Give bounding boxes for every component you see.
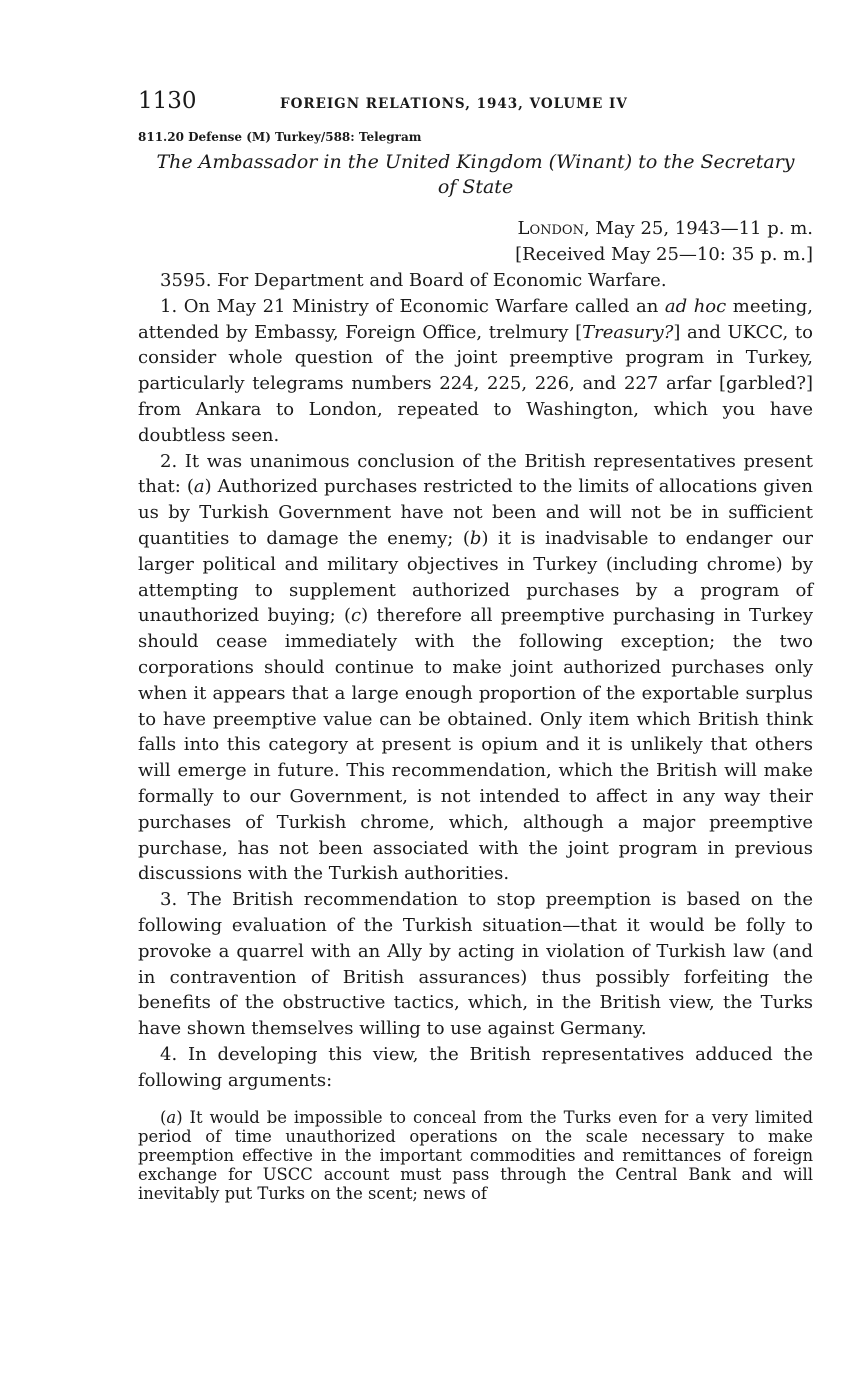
dateline <box>138 216 813 268</box>
paragraph-1 <box>138 294 813 449</box>
paragraph-5-text: ) It would be impossible to conceal from the Turks even for a very limited period of time unauthorized operations on the scale necessary to make preemption effective in the important commodities and remittances of foreign exchange for USCC account must pass through the Central Bank and will inevitably put Turks on the scent; news of <box>138 1107 813 1203</box>
document-page <box>138 88 813 1203</box>
paragraph-1-text-a: 1. On May 21 Ministry of Economic Warfare called an <box>160 295 665 317</box>
title-line-2: of State <box>437 176 514 198</box>
paragraph-2-text-d: ) therefore all preemptive purchasing in Turkey should cease immediately with the following exception; the two corporations should continue to make joint authorized purchases only when it appears that a large enough proportion of the exportable surplus to have preemptive value can be obtained. Only item which British think falls into this category at present is opium and it is unlikely that others will emerge in future. This recommendation, which the British will make formally to our Government, is not intended to affect in any way their purchases of Turkish chrome, which, although a major preemptive purchase, has not been associated with the joint program in previous discussions with the Turkish authorities. <box>138 605 813 885</box>
dateline-received: [Received May 25—10: 35 p. m.] <box>515 244 813 265</box>
paragraph-intro: 3595. For Department and Board of Economic Warfare. <box>160 270 667 291</box>
letter-a: a <box>193 476 205 498</box>
page-number: 1130 <box>138 88 197 114</box>
dateline-place: London <box>517 218 584 239</box>
treasury-italic: Treasury? <box>582 321 674 343</box>
paragraph-1-text-b: meeting, attended by Embassy, Foreign Office, trelmury [ <box>138 295 813 343</box>
document-title <box>138 150 813 200</box>
dateline-sent <box>138 216 813 242</box>
paragraph-2-text-c: ) it is inadvisable to endanger our larger political and military objectives in Turkey (including chrome) by attempting to supplement authorized purchases by a program of unauthorized buying; ( <box>138 527 813 627</box>
sub-letter-a: a <box>166 1107 177 1127</box>
letter-b: b <box>469 527 482 549</box>
title-line-1: The Ambassador in the United Kingdom (Winant) to the Secretary <box>156 151 795 173</box>
paragraph-2-text-a: 2. It was unanimous conclusion of the British representatives present that: ( <box>138 450 813 498</box>
paragraph-3: 3. The British recommendation to stop preemption is based on the following evaluation of the Turkish situation—that it would be folly to provoke a quarrel with an Ally by acting in violation of Turkish law (and in contravention of British assurances) thus possibly forfeiting the benefits of the obstructive tactics, which, in the British view, the Turks have shown themselves willing to use against Germany. <box>138 889 813 1040</box>
subparagraph-a <box>138 1108 813 1203</box>
letter-c: c <box>351 605 362 627</box>
file-reference: 811.20 Defense (M) Turkey/588: Telegram <box>138 130 422 144</box>
paren-open: ( <box>160 1107 167 1127</box>
dateline-date: , May 25, 1943—11 p. m. <box>583 218 813 239</box>
telegram-body <box>138 268 813 1094</box>
running-head: FOREIGN RELATIONS, 1943, VOLUME IV <box>280 96 628 112</box>
paragraph-1-text-c: ] and UKCC, to consider whole question of the joint preemptive program in Turkey, particularly telegrams numbers 224, 225, 226, and 227 arfar [garbled?] from Ankara to London, repeated to Washington, which you have doubtless seen. <box>138 321 813 446</box>
paragraph-4: 4. In developing this view, the British representatives adduced the following arguments: <box>138 1043 813 1091</box>
paragraph-5 <box>138 1108 813 1203</box>
paragraph-2-text-b: ) Authorized purchases restricted to the limits of allocations given us by Turkish Government have not been and will not be in sufficient quantities to damage the enemy; ( <box>138 476 813 549</box>
paragraph-2 <box>138 449 813 888</box>
ad-hoc-italic: ad hoc <box>664 295 727 317</box>
page-header <box>138 88 813 122</box>
